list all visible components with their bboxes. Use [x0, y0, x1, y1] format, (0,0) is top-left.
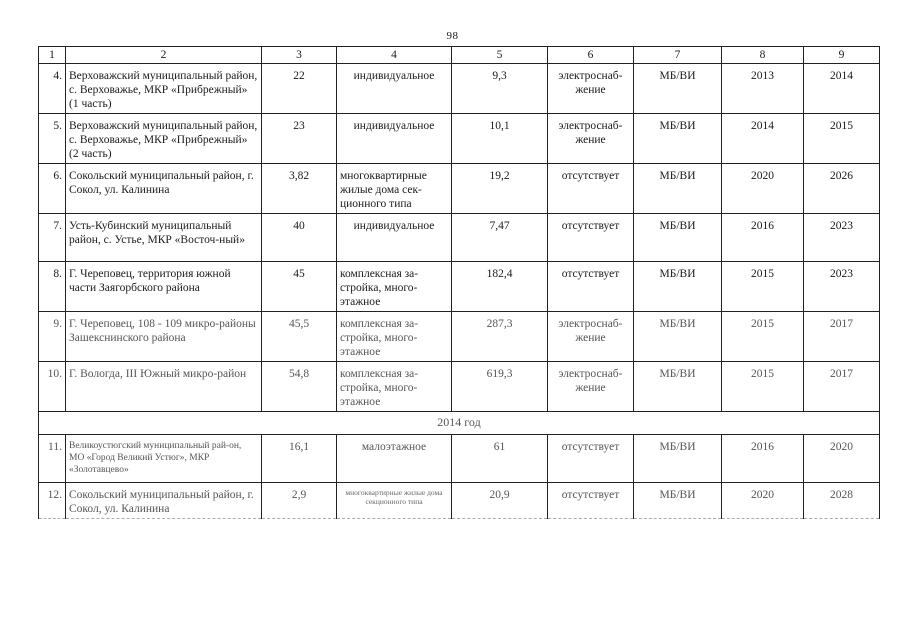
building-type: многоквартирные жилые дома сек-ционного типа	[337, 164, 452, 214]
volume-value: 61	[452, 435, 548, 483]
area-value: 54,8	[262, 362, 337, 412]
table-row	[39, 435, 880, 483]
site-name: Сокольский муниципальный район, г. Сокол, ул. Калинина	[66, 164, 262, 214]
end-year: 2023	[804, 214, 880, 262]
infrastructure: отсутствует	[548, 164, 634, 214]
end-year: 2015	[804, 114, 880, 164]
building-type: индивидуальное	[337, 114, 452, 164]
area-value: 45	[262, 262, 337, 312]
end-year: 2023	[804, 262, 880, 312]
start-year: 2013	[722, 64, 804, 114]
infrastructure: отсутствует	[548, 262, 634, 312]
infrastructure: электроснаб-жение	[548, 362, 634, 412]
row-number: 5.	[39, 114, 66, 164]
area-value: 3,82	[262, 164, 337, 214]
volume-value: 19,2	[452, 164, 548, 214]
row-number: 12.	[39, 483, 66, 519]
end-year: 2020	[804, 435, 880, 483]
building-type: индивидуальное	[337, 214, 452, 262]
infrastructure: электроснаб-жение	[548, 312, 634, 362]
end-year: 2017	[804, 362, 880, 412]
volume-value: 287,3	[452, 312, 548, 362]
header-cell: 6	[548, 47, 634, 64]
year-section-label: 2014 год	[39, 412, 880, 435]
volume-value: 7,47	[452, 214, 548, 262]
funding-source: МБ/ВИ	[634, 262, 722, 312]
infrastructure: электроснаб-жение	[548, 114, 634, 164]
site-name: Великоустюгский муниципальный рай-он, МО «Город Великий Устюг», МКР «Золотавцево»	[66, 435, 262, 483]
building-type: малоэтажное	[337, 435, 452, 483]
area-value: 16,1	[262, 435, 337, 483]
area-value: 40	[262, 214, 337, 262]
building-type: комплексная за-стройка, много-этажное	[337, 262, 452, 312]
start-year: 2016	[722, 435, 804, 483]
building-type: комплексная за-стройка, много-этажное	[337, 312, 452, 362]
table-row	[39, 114, 880, 164]
start-year: 2020	[722, 164, 804, 214]
site-name: Верховажский муниципальный район, с. Верховажье, МКР «Прибрежный» (1 часть)	[66, 64, 262, 114]
volume-value: 10,1	[452, 114, 548, 164]
infrastructure: отсутствует	[548, 435, 634, 483]
volume-value: 619,3	[452, 362, 548, 412]
funding-source: МБ/ВИ	[634, 362, 722, 412]
page-number: 98	[446, 30, 459, 42]
site-name: Г. Череповец, 108 - 109 микро-районы Зашекснинского района	[66, 312, 262, 362]
infrastructure: электроснаб-жение	[548, 64, 634, 114]
end-year: 2028	[804, 483, 880, 519]
row-number: 6.	[39, 164, 66, 214]
site-name: Г. Череповец, территория южной части Заягорбского района	[66, 262, 262, 312]
area-value: 45,5	[262, 312, 337, 362]
site-name: Г. Вологда, III Южный микро-район	[66, 362, 262, 412]
year-section-row	[39, 412, 880, 435]
table-row	[39, 312, 880, 362]
table-row	[39, 362, 880, 412]
volume-value: 9,3	[452, 64, 548, 114]
header-cell: 3	[262, 47, 337, 64]
end-year: 2017	[804, 312, 880, 362]
funding-source: МБ/ВИ	[634, 214, 722, 262]
funding-source: МБ/ВИ	[634, 435, 722, 483]
site-name: Усть-Кубинский муниципальный район, с. Устье, МКР «Восточ-ный»	[66, 214, 262, 262]
table-row	[39, 214, 880, 262]
building-type: комплексная за-стройка, много-этажное	[337, 362, 452, 412]
funding-source: МБ/ВИ	[634, 114, 722, 164]
end-year: 2014	[804, 64, 880, 114]
row-number: 4.	[39, 64, 66, 114]
volume-value: 20,9	[452, 483, 548, 519]
objects-table	[38, 46, 880, 519]
row-number: 8.	[39, 262, 66, 312]
area-value: 23	[262, 114, 337, 164]
funding-source: МБ/ВИ	[634, 164, 722, 214]
infrastructure: отсутствует	[548, 214, 634, 262]
header-row	[39, 47, 880, 64]
building-type: индивидуальное	[337, 64, 452, 114]
funding-source: МБ/ВИ	[634, 312, 722, 362]
header-cell: 4	[337, 47, 452, 64]
area-value: 22	[262, 64, 337, 114]
start-year: 2016	[722, 214, 804, 262]
table-row	[39, 483, 880, 519]
end-year: 2026	[804, 164, 880, 214]
header-cell: 1	[39, 47, 66, 64]
start-year: 2014	[722, 114, 804, 164]
start-year: 2015	[722, 262, 804, 312]
table-row	[39, 262, 880, 312]
site-name: Верховажский муниципальный район, с. Верховажье, МКР «Прибрежный» (2 часть)	[66, 114, 262, 164]
table-row	[39, 64, 880, 114]
volume-value: 182,4	[452, 262, 548, 312]
area-value: 2,9	[262, 483, 337, 519]
header-cell: 5	[452, 47, 548, 64]
table-row	[39, 164, 880, 214]
start-year: 2015	[722, 362, 804, 412]
start-year: 2015	[722, 312, 804, 362]
funding-source: МБ/ВИ	[634, 64, 722, 114]
site-name: Сокольский муниципальный район, г. Сокол, ул. Калинина	[66, 483, 262, 519]
header-cell: 7	[634, 47, 722, 64]
row-number: 7.	[39, 214, 66, 262]
row-number: 9.	[39, 312, 66, 362]
funding-source: МБ/ВИ	[634, 483, 722, 519]
header-cell: 9	[804, 47, 880, 64]
start-year: 2020	[722, 483, 804, 519]
building-type: многоквартирные жилые дома секционного типа	[337, 483, 452, 519]
header-cell: 8	[722, 47, 804, 64]
header-cell: 2	[66, 47, 262, 64]
infrastructure: отсутствует	[548, 483, 634, 519]
row-number: 11.	[39, 435, 66, 483]
row-number: 10.	[39, 362, 66, 412]
